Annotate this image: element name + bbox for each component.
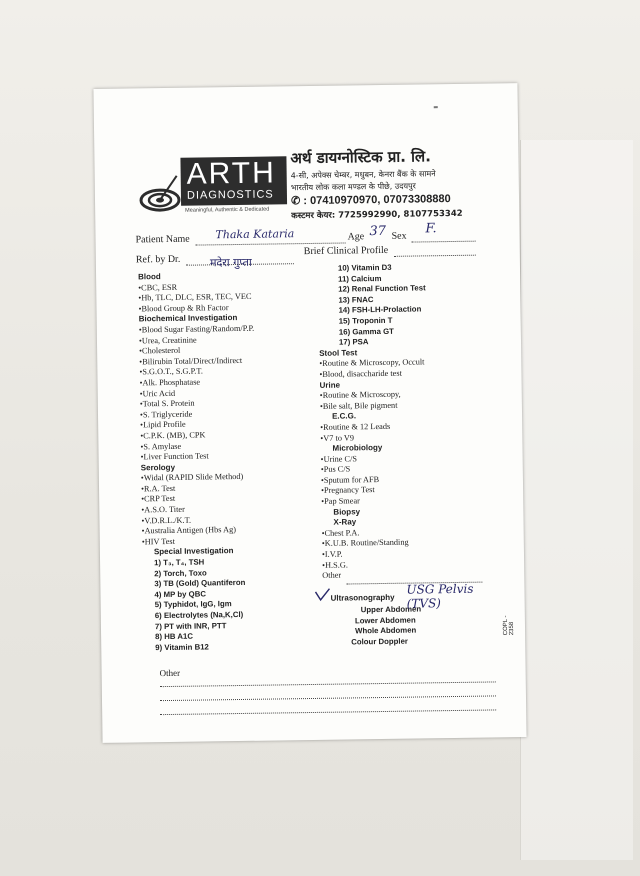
usg-section <box>331 593 395 604</box>
usg-item: Colour Doppler <box>351 636 409 647</box>
test-item: 5) Typhidot, IgG, Igm <box>154 599 232 610</box>
test-item: 16) Gamma GT <box>338 326 394 337</box>
test-item: • CRP Test <box>141 493 257 505</box>
plastic-sleeve <box>520 140 633 860</box>
customer-care: कस्टमर केयर: 7725992990, 8107753342 <box>291 208 463 222</box>
test-item: 2) Torch, Toxo <box>154 568 207 578</box>
form-code: COPL - 2358 <box>502 615 516 636</box>
logo-sub: DIAGNOSTICS <box>186 188 274 202</box>
test-item: • Routine & 12 Leads <box>320 421 428 433</box>
usg-handwritten: USG Pelvis (TVS) <box>406 581 474 611</box>
test-item: • A.S.O. Titer <box>141 504 257 516</box>
test-item: • Widal (RAPID Slide Method) <box>141 472 257 484</box>
test-item: 15) Troponin T <box>338 315 393 326</box>
test-item: • V7 to V9 <box>320 432 428 444</box>
logo-box <box>180 156 287 205</box>
usg-title: Ultrasonography <box>330 592 395 603</box>
test-item: 4) MP by QBC <box>154 589 206 600</box>
logo-tagline: Meaningful, Authentic & Dedicated <box>185 206 270 214</box>
age-label: Age <box>347 231 365 243</box>
usg-item: Lower Abdomen <box>354 615 416 625</box>
test-item: 1) T₃, T₄, TSH <box>154 557 205 568</box>
test-item: • Hb, TLC, DLC, ESR, TEC, VEC <box>138 292 254 304</box>
test-item: 17) PSA <box>338 337 369 347</box>
test-item: • V.D.R.L./K.T. <box>141 514 257 526</box>
test-item: 10) Vitamin D3 <box>337 262 392 273</box>
brief-profile-label: Brief Clinical Profile <box>303 244 389 258</box>
section-heading: E.C.G. <box>331 411 357 422</box>
section-heading: Stool Test <box>319 348 358 358</box>
footer-line-3 <box>160 709 496 715</box>
age-value: 37 <box>369 223 387 240</box>
tick-mark-icon <box>314 588 330 602</box>
test-item: • Blood, disaccharide test <box>319 368 427 380</box>
test-item: • Alk. Phosphatase <box>139 377 255 389</box>
test-item: • Pus C/S <box>321 464 429 476</box>
sex-value: F. <box>425 221 437 237</box>
other-footer-label: Other <box>159 667 181 679</box>
section-heading: X-Ray <box>333 517 357 527</box>
footer-line-1 <box>160 681 496 687</box>
patient-name-label: Patient Name <box>135 233 190 246</box>
logo-target-icon <box>139 172 182 215</box>
test-item: 3) TB (Gold) Quantiferon <box>154 578 246 589</box>
section-heading: Microbiology <box>332 443 383 453</box>
section-heading: Biochemical Investigation <box>138 313 238 324</box>
phone-icon: ✆ <box>290 195 301 208</box>
test-item: • S. Amylase <box>140 440 256 452</box>
test-item: • Pap Smear <box>321 495 429 507</box>
test-item: • C.P.K. (MB), CPK <box>140 430 256 442</box>
address-line-1: 4-सी, अपेक्स चेम्बर, मधुबन, केनरा बैंक के सामने <box>290 169 436 181</box>
scan-speck <box>434 106 438 108</box>
footer-line-2 <box>160 695 496 701</box>
test-item: • Urea, Creatinine <box>139 334 255 346</box>
test-item: • Pregnancy Test <box>321 485 429 497</box>
section-heading: Serology <box>140 462 176 473</box>
test-item: • Bile salt, Bile pigment <box>320 400 428 412</box>
patient-name-value: Thaka Kataria <box>215 227 295 242</box>
sex-line <box>412 241 476 243</box>
test-item: • Uric Acid <box>140 387 256 399</box>
test-item: • H.S.G. <box>322 559 430 571</box>
section-heading: Urine <box>319 380 341 390</box>
requisition-slip <box>93 83 526 743</box>
test-item: • Blood Group & Rh Factor <box>138 303 254 315</box>
section-heading: Special Investigation <box>153 546 234 557</box>
test-item: • Bilirubin Total/Direct/Indirect <box>139 356 255 368</box>
test-item: 14) FSH-LH-Prolaction <box>338 304 422 315</box>
brief-profile-line <box>394 255 476 257</box>
test-item: • Blood Sugar Fasting/Random/P.P. <box>139 324 255 336</box>
company-name: अर्थ डायग्नोस्टिक प्रा. लि. <box>290 147 431 168</box>
test-item: Other <box>322 570 342 581</box>
test-item: 13) FNAC <box>338 294 374 305</box>
test-item: • S. Triglyceride <box>140 408 256 420</box>
ref-label: Ref. by Dr. <box>135 253 181 266</box>
phone-text: : 07410970970, 07073308880 <box>303 193 451 208</box>
test-item: • CBC, ESR <box>138 281 254 293</box>
test-item: • Sputum for AFB <box>321 474 429 486</box>
test-item: • I.V.P. <box>322 548 430 560</box>
test-item: • Liver Function Test <box>141 451 257 463</box>
test-item: • K.U.B. Routine/Standing <box>322 538 430 550</box>
left-test-list <box>138 271 259 654</box>
test-item: • HIV Test <box>142 536 258 548</box>
section-heading: Biopsy <box>333 506 361 517</box>
test-item: • Total S. Protein <box>140 398 256 410</box>
test-item: • Cholesterol <box>139 345 255 357</box>
test-item: • R.A. Test <box>141 483 257 495</box>
test-item: • Routine & Microscopy, <box>320 389 428 401</box>
sex-label: Sex <box>391 230 407 242</box>
test-item: 8) HB A1C <box>155 631 194 642</box>
logo-word: ARTH <box>186 156 277 191</box>
usg-item: Upper Abdomen <box>360 604 422 615</box>
test-item: 6) Electrolytes (Na,K,Cl) <box>154 609 244 621</box>
test-item: • Routine & Microscopy, Occult <box>319 358 427 370</box>
test-item: • S.G.O.T., S.G.P.T. <box>139 366 255 378</box>
ref-value: मदेरा गुप्ता <box>209 255 252 270</box>
test-item: 9) Vitamin B12 <box>155 642 209 652</box>
section-heading: Blood <box>138 272 161 282</box>
test-item: 11) Calcium <box>338 273 382 284</box>
test-item: • Australia Antigen (Hbs Ag) <box>142 525 258 537</box>
test-item: 12) Renal Function Test <box>338 283 426 294</box>
test-item: 7) PT with INR, PTT <box>154 620 227 631</box>
right-test-list <box>318 262 430 581</box>
address-line-2: भारतीय लोक कला मण्डल के पीछे, उदयपुर <box>290 181 416 193</box>
usg-item: Whole Abdomen <box>354 625 417 636</box>
test-item: • Chest P.A. <box>322 527 430 539</box>
test-item: • Lipid Profile <box>140 419 256 431</box>
phone-numbers <box>291 192 451 207</box>
test-item: • Urine C/S <box>321 453 429 465</box>
usg-items <box>351 604 422 647</box>
